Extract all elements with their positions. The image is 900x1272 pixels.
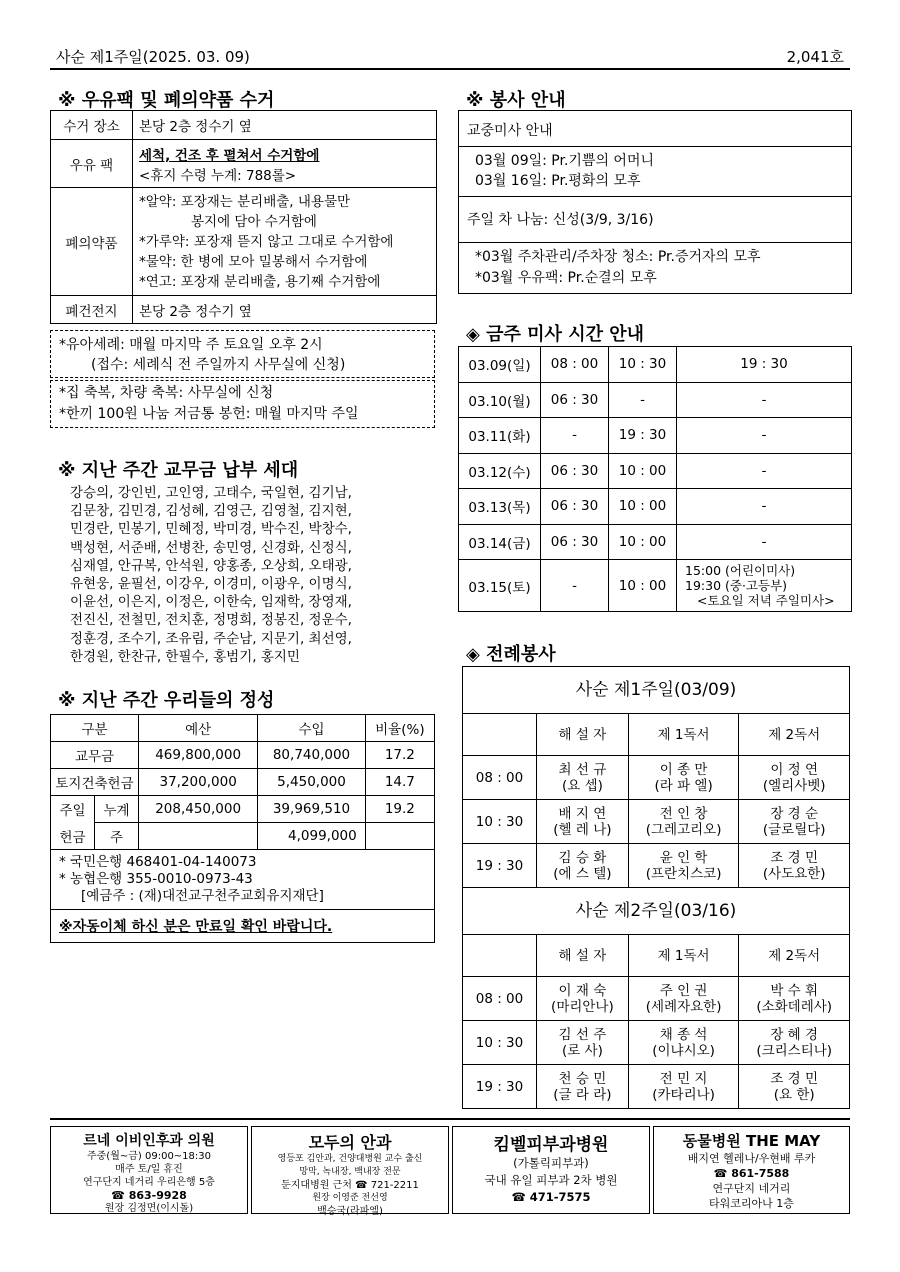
week-title: 사순 제2주일(03/16) [463, 888, 850, 935]
autopay-notice: ※자동이체 하신 분은 만료일 확인 바랍니다. [59, 919, 333, 935]
income-cell: 5,450,000 [258, 769, 365, 796]
blessing-notice [50, 380, 435, 428]
baptismal-name: (헬 레 나) [553, 821, 612, 838]
ad-phone: 둔지대병원 근처 ☎ 721-2211 [281, 1180, 419, 1191]
minister-name: 김 승 화 [558, 849, 607, 866]
baptismal-name: (요 셉) [561, 777, 603, 794]
mass-date: 03.10(월) [459, 382, 541, 418]
ad-name: 킴벨피부과병원 [493, 1135, 609, 1155]
duty-line: *03월 우유팩: Pr.순결의 모후 [475, 270, 657, 286]
medicine-label: 폐의약품 [51, 188, 133, 296]
medicine-line: *연고: 포장재 분리배출, 용기째 수거함에 [139, 273, 381, 290]
notice-line: *집 축복, 차량 축복: 사무실에 신청 [59, 385, 274, 401]
minister-name: 주 인 권 [659, 982, 708, 999]
baptismal-name: (글로릴다) [762, 821, 826, 838]
mass-time: 10 : 00 [609, 489, 677, 525]
baptismal-name: (소화데레사) [756, 998, 833, 1015]
mass-date: 03.09(일) [459, 347, 541, 383]
ad-name: 동물병원 THE MAY [682, 1132, 821, 1150]
ad-phone: ☎ 863-9928 [111, 1189, 187, 1202]
ad-derma-clinic [452, 1126, 650, 1214]
ad-line: 국내 유일 피부과 2차 병원 [484, 1173, 618, 1187]
bank-account: * 국민은행 468401-04-140073 [59, 854, 257, 870]
mass-time: 06 : 30 [541, 524, 609, 560]
minister-name: 천 승 민 [558, 1070, 607, 1087]
milk-label: 우유 팩 [51, 140, 133, 188]
car-sharing: 주일 차 나눔: 신성(3/9, 3/16) [459, 197, 851, 243]
baptism-notice [50, 330, 435, 378]
mass-time: 19 : 30 [463, 844, 537, 888]
role-header: 제 2독서 [739, 714, 850, 756]
liturgy-table [462, 666, 850, 1109]
col-header: 비율(%) [365, 715, 434, 742]
ad-line: 매주 토/일 휴진 [115, 1164, 183, 1175]
notice-line: *유아세례: 매월 마지막 주 토요일 오후 2시 [59, 337, 323, 353]
mass-time: - [677, 418, 852, 454]
mass-time: 10 : 30 [463, 1021, 537, 1065]
ad-line: 망막, 녹내장, 백내장 전문 [299, 1167, 401, 1177]
mass-time: 08 : 00 [463, 756, 537, 800]
bank-account: * 농협은행 355-0010-0973-43 [59, 871, 253, 887]
mass-date: 03.13(목) [459, 489, 541, 525]
income-cell: 80,740,000 [258, 742, 365, 769]
minister-name: 조 경 민 [770, 849, 819, 866]
donor-line: 한경원, 한찬규, 한필수, 홍범기, 홍지민 [70, 648, 300, 665]
ad-eye-clinic [251, 1126, 449, 1217]
mass-time: 10 : 00 [609, 453, 677, 489]
prayer-line: 03월 09일: Pr.기쁨의 어머니 [475, 153, 655, 169]
minister-name: 최 선 규 [558, 761, 607, 778]
row-label: 교무금 [51, 742, 139, 769]
income-cell: 39,969,510 [258, 796, 365, 823]
ad-line: 원장 이영준 전선영 [312, 1193, 388, 1203]
baptismal-name: (그레고리오) [645, 821, 722, 838]
ad-line: (가톨릭피부과) [513, 1156, 589, 1170]
donor-line: 심재열, 안규복, 안석원, 양홍종, 오상희, 오태광, [70, 557, 352, 574]
milkpack-title: ※ 우유팩 및 폐의약품 수거 [58, 90, 275, 111]
role-header: 제 1독서 [628, 714, 739, 756]
mass-time: - [677, 524, 852, 560]
ad-line: 배지연 헬레나/우현배 루카 [687, 1152, 816, 1165]
medicine-line: 봉지에 담아 수거함에 [191, 213, 317, 230]
milk-instruction: 세척, 건조 후 펼쳐서 수거함에 [139, 147, 320, 164]
mass-time: 08 : 00 [463, 977, 537, 1021]
donor-line: 정훈경, 조수기, 조유림, 주순남, 지문기, 최선영, [70, 630, 352, 647]
minister-name: 배 지 연 [558, 805, 607, 822]
budget-cell: 208,450,000 [139, 796, 258, 823]
mass-time: - [677, 489, 852, 525]
mass-time: - [677, 382, 852, 418]
mass-date: 03.14(금) [459, 524, 541, 560]
saturday-mass-note: <토요일 저녁 주일미사> [697, 593, 835, 608]
medicine-line: *가루약: 포장재 뜯지 않고 그대로 수거함에 [139, 233, 394, 250]
baptismal-name: (크리스티나) [756, 1042, 833, 1059]
ad-line: 타워코리아나 1층 [709, 1197, 794, 1210]
mass-time: 10 : 00 [609, 524, 677, 560]
service-box [458, 110, 852, 294]
liturgy-title: ◈ 전례봉사 [466, 644, 556, 665]
role-header: 제 2독서 [739, 935, 850, 977]
col-header: 수입 [258, 715, 365, 742]
donor-line: 이윤선, 이은지, 이정은, 이한숙, 임재학, 장영재, [70, 594, 352, 611]
notice-line: *한끼 100원 나눔 저금통 봉헌: 매월 마지막 주일 [59, 406, 359, 422]
ad-line: 연구단지 네거리 [712, 1182, 791, 1195]
row-label: 헌금 [51, 823, 95, 850]
prayer-line: 03월 16일: Pr.평화의 모후 [475, 173, 641, 189]
ad-phone: ☎ 861-7588 [713, 1167, 790, 1180]
row-sublabel: 주 [95, 823, 139, 850]
service-title: ※ 봉사 안내 [466, 90, 566, 111]
baptismal-name: (카타리나) [652, 1086, 715, 1103]
baptismal-name: (엘리사벳) [762, 777, 826, 794]
ad-animal-hospital [653, 1126, 850, 1214]
baptismal-name: (에 스 텔) [553, 865, 612, 882]
minister-name: 이 정 연 [770, 761, 819, 778]
battery-value: 본당 2층 정수기 옆 [133, 296, 437, 324]
baptismal-name: (마리안나) [551, 998, 614, 1015]
donor-line: 유현웅, 윤필선, 이강우, 이경미, 이광우, 이명식, [70, 576, 352, 593]
ad-line: 연구단지 네거리 우리은행 5층 [83, 1177, 215, 1188]
row-label: 토지건축헌금 [51, 769, 139, 796]
milkpack-table [50, 110, 437, 324]
minister-name: 장 혜 경 [770, 1026, 819, 1043]
role-header: 제 1독서 [628, 935, 739, 977]
finance-title: ※ 지난 주간 우리들의 정성 [58, 690, 275, 711]
budget-cell: 469,800,000 [139, 742, 258, 769]
mass-time: 10 : 30 [609, 347, 677, 383]
budget-cell: 37,200,000 [139, 769, 258, 796]
mass-title: ◈ 금주 미사 시간 안내 [466, 324, 645, 345]
account-holder: [예금주 : (재)대전교구천주교회유지재단] [81, 888, 324, 904]
row-sublabel: 누계 [95, 796, 139, 823]
medicine-line: *물약: 한 병에 모아 밀봉해서 수거함에 [139, 253, 368, 270]
mass-table [458, 346, 852, 612]
donor-line: 전진신, 전철민, 전치훈, 정명희, 정봉진, 정운수, [70, 612, 352, 629]
baptismal-name: (사도요한) [762, 865, 826, 882]
page-header [50, 44, 850, 70]
mass-date: 03.12(수) [459, 453, 541, 489]
week-title: 사순 제1주일(03/09) [463, 667, 850, 714]
notice-line: (접수: 세례식 전 주일까지 사무실에 신청) [91, 357, 346, 373]
medicine-line: *알약: 포장재는 분리배출, 내용물만 [139, 193, 351, 210]
place-label: 수거 장소 [51, 111, 133, 140]
bulletin-date: 사순 제1주일(2025. 03. 09) [56, 48, 250, 66]
mass-time: 19 : 30 [609, 418, 677, 454]
mass-time: 10 : 30 [463, 800, 537, 844]
minister-name: 전 인 창 [659, 805, 708, 822]
ratio-cell: 19.2 [365, 796, 434, 823]
duty-line: *03월 주차관리/주차장 청소: Pr.증거자의 모후 [475, 249, 761, 265]
row-label: 주일 [51, 796, 95, 823]
minister-name: 전 민 지 [659, 1070, 708, 1087]
baptismal-name: (라 파 엘) [654, 777, 713, 794]
col-header: 예산 [139, 715, 258, 742]
baptismal-name: (글 라 라) [553, 1086, 612, 1103]
donor-line: 민경란, 민봉기, 민혜정, 박미경, 박수진, 박창수, [70, 521, 352, 538]
role-header: 해 설 자 [537, 935, 629, 977]
mass-time: 19 : 30 [463, 1065, 537, 1109]
donor-list [70, 484, 430, 666]
mass-time: - [541, 560, 609, 612]
minister-name: 김 선 주 [558, 1026, 607, 1043]
mass-time: 10 : 00 [609, 560, 677, 612]
minister-name: 채 종 석 [659, 1026, 708, 1043]
income-cell: 4,099,000 [258, 823, 365, 850]
baptismal-name: (이냐시오) [652, 1042, 715, 1059]
mass-time: - [677, 453, 852, 489]
col-header: 구분 [51, 715, 139, 742]
ad-phone: ☎ 471-7575 [511, 1190, 591, 1204]
ad-line: 원장 김정면(이시돌) [104, 1203, 194, 1214]
baptismal-name: (프란치스코) [645, 865, 722, 882]
issue-number: 2,041호 [786, 48, 844, 66]
ratio-cell: 17.2 [365, 742, 434, 769]
saturday-mass: 15:00 (어린이미사) [685, 563, 796, 578]
ad-name: 르네 이비인후과 의원 [83, 1133, 215, 1149]
place-value: 본당 2층 정수기 옆 [133, 111, 437, 140]
minister-name: 조 경 민 [770, 1070, 819, 1087]
mass-time: 06 : 30 [541, 382, 609, 418]
mass-date: 03.15(토) [459, 560, 541, 612]
donor-line: 백성현, 서준배, 선병찬, 송민영, 신경화, 신정식, [70, 539, 352, 556]
mass-time: 06 : 30 [541, 453, 609, 489]
mass-time: 06 : 30 [541, 489, 609, 525]
finance-table [50, 714, 435, 943]
battery-label: 폐건전지 [51, 296, 133, 324]
ad-line: 주중(월~금) 09:00~18:30 [86, 1151, 212, 1162]
mass-time: - [541, 418, 609, 454]
saturday-mass: 19:30 (중·고등부) [685, 578, 788, 593]
ratio-cell: 14.7 [365, 769, 434, 796]
minister-name: 이 종 만 [659, 761, 708, 778]
minister-name: 윤 인 학 [659, 849, 708, 866]
role-header: 해 설 자 [537, 714, 629, 756]
minister-name: 이 재 숙 [558, 982, 607, 999]
mass-time: 08 : 00 [541, 347, 609, 383]
donor-line: 강승의, 강인빈, 고인영, 고태수, 국일현, 김기남, [70, 485, 352, 501]
ad-line: 백승국(라파엘) [317, 1206, 383, 1217]
ad-name: 모두의 안과 [308, 1133, 392, 1152]
ad-ent-clinic [50, 1126, 248, 1214]
ad-line: 영등포 김안과, 건양대병원 교수 출신 [277, 1154, 423, 1164]
minister-name: 장 경 순 [770, 805, 819, 822]
prayer-title: 교중미사 안내 [459, 111, 851, 147]
mass-time: 19 : 30 [677, 347, 852, 383]
baptismal-name: (요 한) [773, 1086, 815, 1103]
baptismal-name: (세례자요한) [645, 998, 722, 1015]
minister-name: 박 수 휘 [770, 982, 819, 999]
mass-time: - [609, 382, 677, 418]
sponsor-ads [50, 1118, 850, 1218]
donor-line: 김문창, 김민경, 김성혜, 김영근, 김영철, 김지현, [70, 503, 352, 520]
mass-date: 03.11(화) [459, 418, 541, 454]
tissue-count: <휴지 수령 누계: 788롤> [139, 167, 297, 184]
donors-title: ※ 지난 주간 교무금 납부 세대 [58, 460, 299, 481]
baptismal-name: (로 사) [561, 1042, 603, 1059]
